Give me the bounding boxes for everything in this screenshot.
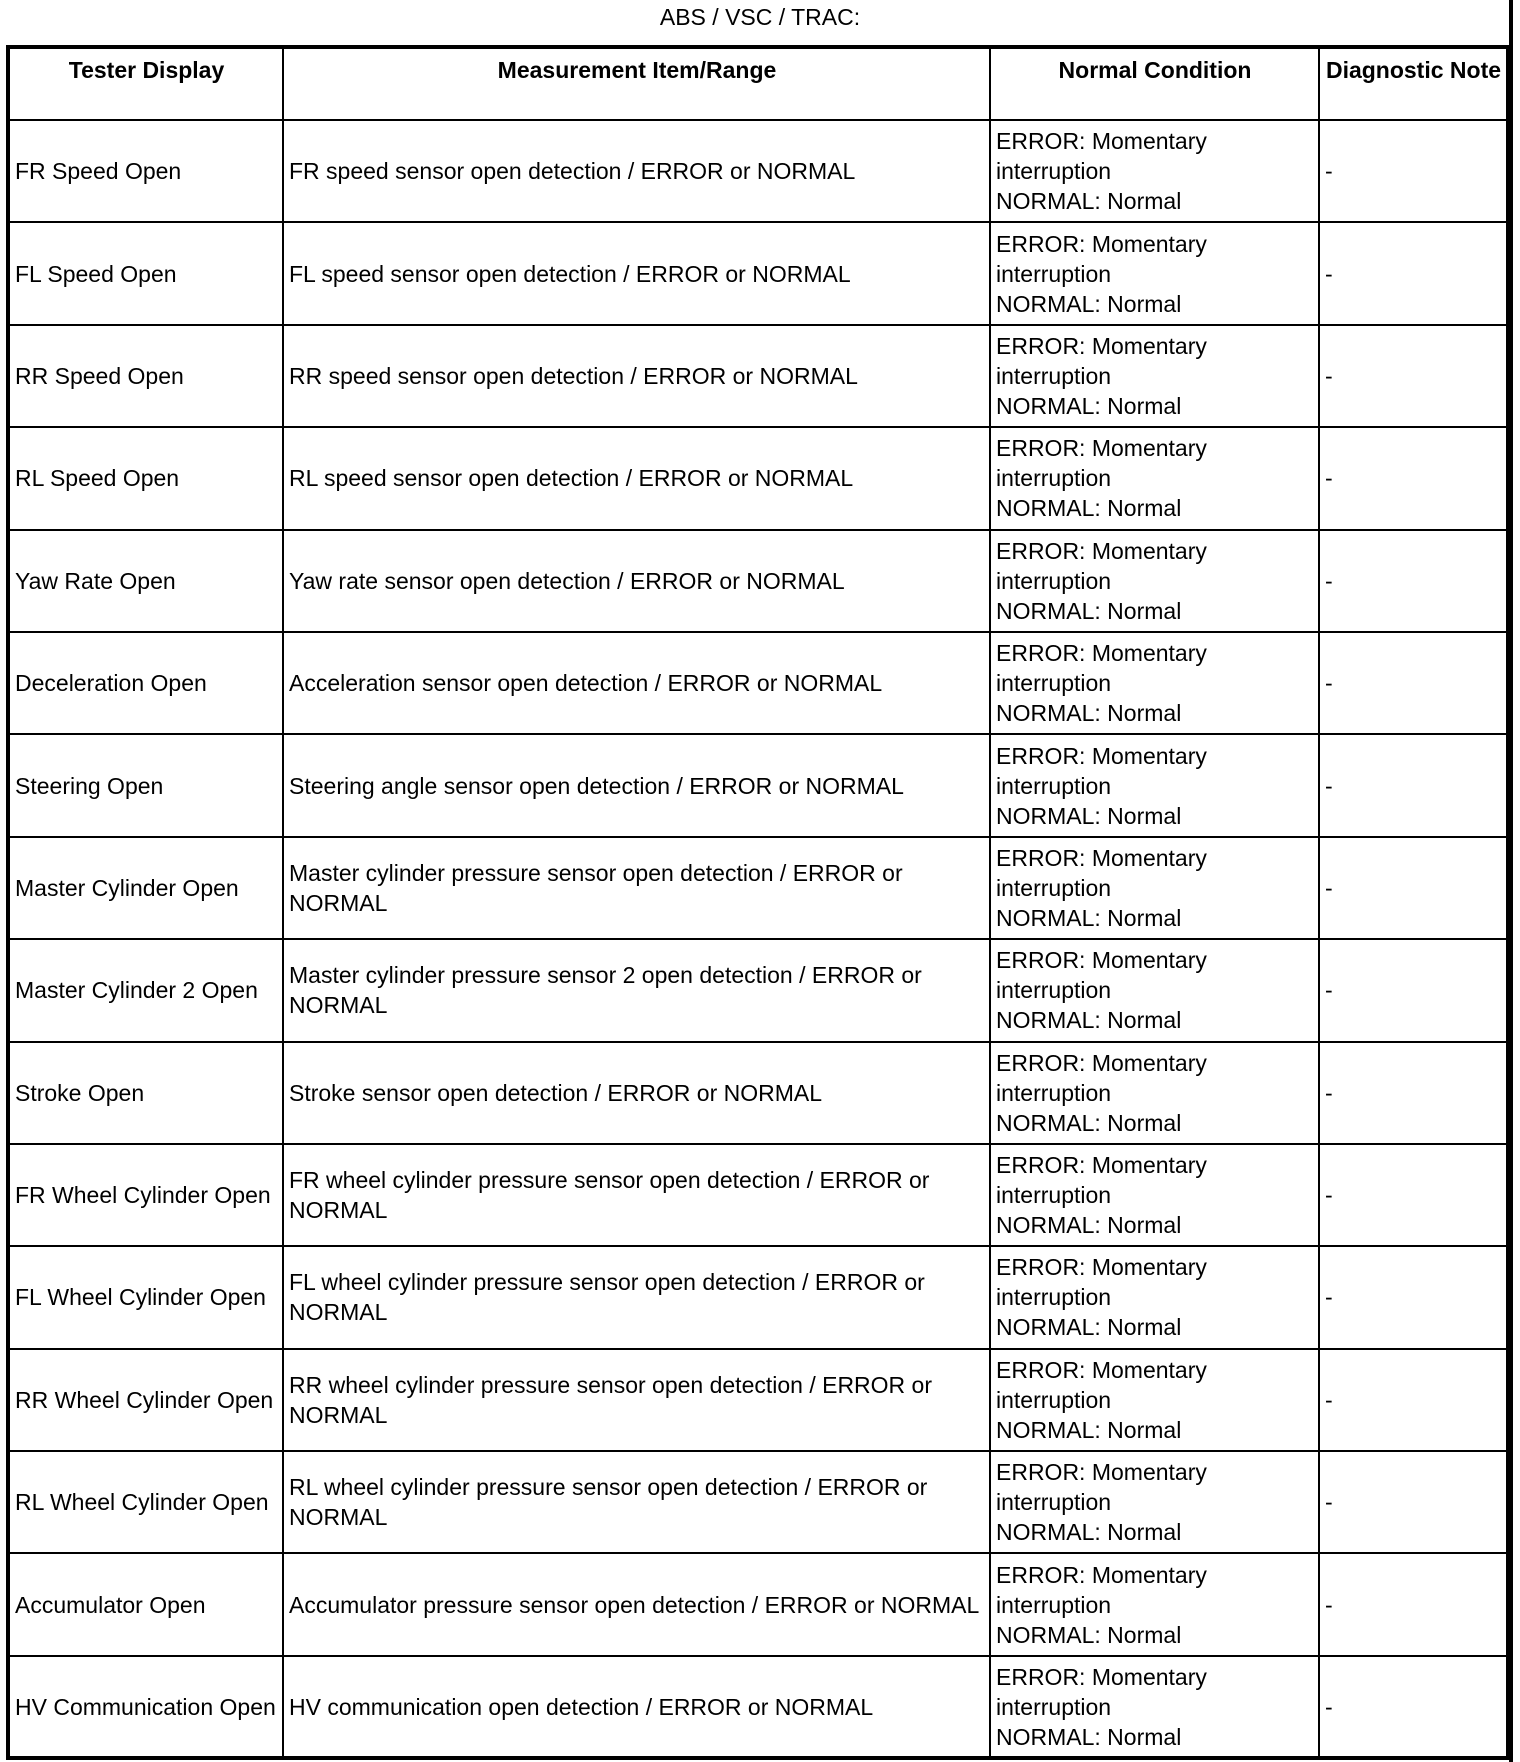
normal-ok-text: NORMAL: Normal [996,1621,1182,1648]
table-row [8,530,1508,632]
normal-ok-text: NORMAL: Normal [996,495,1182,522]
diagnostic-note-cell: - [1319,632,1508,734]
measurement-cell: RL wheel cylinder pressure sensor open detection / ERROR or NORMAL [283,1451,990,1553]
measurement-cell: Acceleration sensor open detection / ERROR or NORMAL [283,632,990,734]
measurement-cell: Stroke sensor open detection / ERROR or NORMAL [283,1042,990,1144]
header-diagnostic-note: Diagnostic Note [1319,47,1508,120]
normal-error-text: ERROR: Momentary interruption [996,947,1207,1004]
measurement-cell: RR speed sensor open detection / ERROR or NORMAL [283,325,990,427]
diagnostic-note-cell: - [1319,120,1508,222]
header-measurement-item: Measurement Item/Range [283,47,990,120]
measurement-cell: HV communication open detection / ERROR or NORMAL [283,1656,990,1758]
tester-display-cell: FL Wheel Cylinder Open [8,1246,283,1348]
diagnostic-note-cell: - [1319,734,1508,836]
normal-error-text: ERROR: Momentary interruption [996,844,1207,901]
table-row [8,1349,1508,1451]
measurement-cell: Master cylinder pressure sensor 2 open detection / ERROR or NORMAL [283,939,990,1041]
measurement-cell: FR speed sensor open detection / ERROR or NORMAL [283,120,990,222]
normal-condition-cell [990,1349,1319,1451]
normal-ok-text: NORMAL: Normal [996,188,1182,215]
normal-condition-cell [990,1246,1319,1348]
measurement-cell: Yaw rate sensor open detection / ERROR or NORMAL [283,530,990,632]
tester-display-cell: Steering Open [8,734,283,836]
normal-condition-cell [990,1144,1319,1246]
normal-error-text: ERROR: Momentary interruption [996,640,1207,697]
normal-condition-cell [990,734,1319,836]
normal-error-text: ERROR: Momentary interruption [996,1663,1207,1720]
normal-ok-text: NORMAL: Normal [996,392,1182,419]
measurement-cell: Master cylinder pressure sensor open detection / ERROR or NORMAL [283,837,990,939]
tester-display-cell: Stroke Open [8,1042,283,1144]
diagnostic-note-cell: - [1319,1349,1508,1451]
normal-ok-text: NORMAL: Normal [996,597,1182,624]
table-row [8,837,1508,939]
normal-condition-cell [990,325,1319,427]
normal-ok-text: NORMAL: Normal [996,802,1182,829]
normal-error-text: ERROR: Momentary interruption [996,1561,1207,1618]
table-row [8,325,1508,427]
tester-display-cell: FR Wheel Cylinder Open [8,1144,283,1246]
normal-condition-cell [990,632,1319,734]
diagnostic-note-cell: - [1319,1246,1508,1348]
normal-ok-text: NORMAL: Normal [996,1723,1182,1750]
measurement-cell: FR wheel cylinder pressure sensor open detection / ERROR or NORMAL [283,1144,990,1246]
normal-condition-cell [990,1042,1319,1144]
normal-ok-text: NORMAL: Normal [996,1314,1182,1341]
table-row [8,1451,1508,1553]
measurement-cell: Steering angle sensor open detection / ERROR or NORMAL [283,734,990,836]
normal-ok-text: NORMAL: Normal [996,904,1182,931]
tester-display-cell: RL Wheel Cylinder Open [8,1451,283,1553]
diagnostic-note-cell: - [1319,1144,1508,1246]
normal-error-text: ERROR: Momentary interruption [996,1356,1207,1413]
table-row [8,1246,1508,1348]
table-row [8,1656,1508,1758]
normal-condition-cell [990,1451,1319,1553]
tester-display-cell: FL Speed Open [8,222,283,324]
normal-condition-cell [990,939,1319,1041]
measurement-cell: Accumulator pressure sensor open detection / ERROR or NORMAL [283,1553,990,1655]
normal-error-text: ERROR: Momentary interruption [996,332,1207,389]
tester-display-cell: RR Speed Open [8,325,283,427]
table-row [8,734,1508,836]
normal-ok-text: NORMAL: Normal [996,1109,1182,1136]
normal-error-text: ERROR: Momentary interruption [996,537,1207,594]
normal-error-text: ERROR: Momentary interruption [996,1049,1207,1106]
normal-ok-text: NORMAL: Normal [996,700,1182,727]
page-title: ABS / VSC / TRAC: [659,4,861,30]
tester-display-cell: RR Wheel Cylinder Open [8,1349,283,1451]
normal-condition-cell [990,1553,1319,1655]
table-row [8,222,1508,324]
normal-ok-text: NORMAL: Normal [996,1416,1182,1443]
table-header-row [8,47,1508,120]
table-row [8,1553,1508,1655]
measurement-cell: RL speed sensor open detection / ERROR or NORMAL [283,427,990,529]
normal-error-text: ERROR: Momentary interruption [996,128,1207,185]
table-row [8,632,1508,734]
table-row [8,1144,1508,1246]
table-row [8,427,1508,529]
normal-condition-cell [990,427,1319,529]
tester-display-cell: Master Cylinder Open [8,837,283,939]
normal-condition-cell [990,1656,1319,1758]
table-row [8,120,1508,222]
normal-ok-text: NORMAL: Normal [996,1007,1182,1034]
measurement-cell: FL wheel cylinder pressure sensor open detection / ERROR or NORMAL [283,1246,990,1348]
measurement-cell: FL speed sensor open detection / ERROR or NORMAL [283,222,990,324]
tester-display-cell: RL Speed Open [8,427,283,529]
normal-error-text: ERROR: Momentary interruption [996,230,1207,287]
header-normal-condition: Normal Condition [990,47,1319,120]
header-tester-display: Tester Display [8,47,283,120]
tester-display-cell: Yaw Rate Open [8,530,283,632]
normal-condition-cell [990,530,1319,632]
normal-ok-text: NORMAL: Normal [996,290,1182,317]
normal-ok-text: NORMAL: Normal [996,1519,1182,1546]
normal-condition-cell [990,837,1319,939]
measurement-cell: RR wheel cylinder pressure sensor open detection / ERROR or NORMAL [283,1349,990,1451]
tester-display-cell: Accumulator Open [8,1553,283,1655]
diagnostic-note-cell: - [1319,222,1508,324]
diagnostic-note-cell: - [1319,325,1508,427]
diagnostic-note-cell: - [1319,1042,1508,1144]
table-row [8,939,1508,1041]
tester-display-cell: Master Cylinder 2 Open [8,939,283,1041]
normal-condition-cell [990,222,1319,324]
tester-display-cell: HV Communication Open [8,1656,283,1758]
tester-display-cell: FR Speed Open [8,120,283,222]
normal-error-text: ERROR: Momentary interruption [996,1254,1207,1311]
normal-condition-cell [990,120,1319,222]
normal-error-text: ERROR: Momentary interruption [996,742,1207,799]
diagnostic-note-cell: - [1319,939,1508,1041]
diagnostic-note-cell: - [1319,427,1508,529]
normal-error-text: ERROR: Momentary interruption [996,1459,1207,1516]
normal-ok-text: NORMAL: Normal [996,1212,1182,1239]
diagnostic-note-cell: - [1319,1553,1508,1655]
tester-display-cell: Deceleration Open [8,632,283,734]
diagnostic-note-cell: - [1319,530,1508,632]
diagnostic-note-cell: - [1319,1656,1508,1758]
diagnostic-note-cell: - [1319,1451,1508,1553]
normal-error-text: ERROR: Momentary interruption [996,1152,1207,1209]
data-list-table [6,45,1510,1760]
table-row [8,1042,1508,1144]
diagnostic-note-cell: - [1319,837,1508,939]
normal-error-text: ERROR: Momentary interruption [996,435,1207,492]
